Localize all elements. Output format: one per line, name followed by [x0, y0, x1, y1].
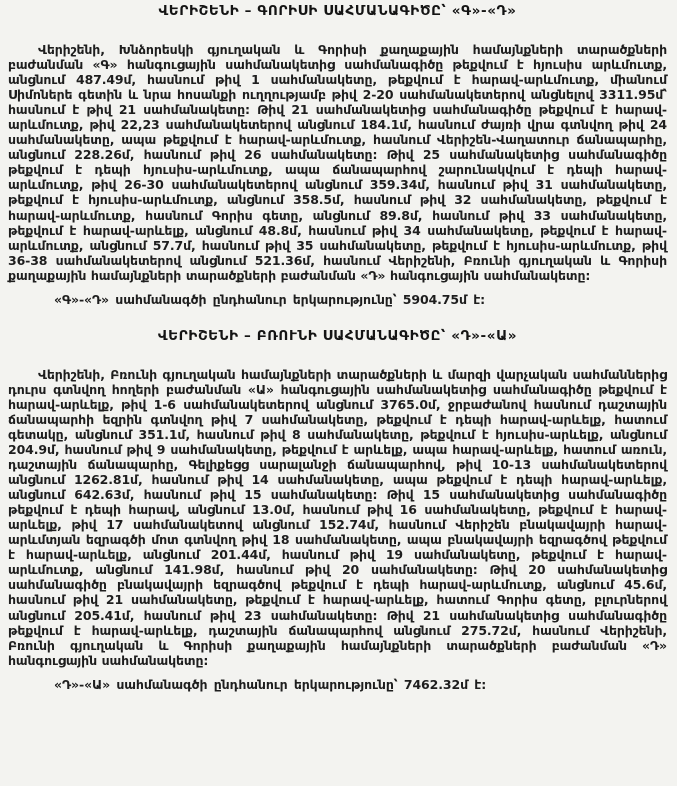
section2-title: ՎԵՐԻՇԵՆԻ – ԲՌՈՒՆԻ ՍԱՀՄԱՆԱԳԻԾԸ՝ «Դ»-«Ա» — [157, 327, 518, 344]
section1-title: ՎԵՐԻՇԵՆԻ – ԳՈՐԻՍԻ ՍԱՀՄԱՆԱԳԻԾԸ՝ «Գ»-«Դ» — [158, 3, 517, 19]
section2-summary: «Դ»-«Ա» սահմանագծի ընդհանուր երկարությունը՝ 7462.32մ է: — [54, 676, 487, 692]
section2-body: Վերիշենի, Բռունի գյուղական համայնքների տարածքների և մարզի վարչական սահմաններից դուրս գտնվող հողերի բաժանման «Ա» հանգուցային սահմանակետից սահմանագիծը թեքվում է հարավ-արևելք, թիվ 1-6 սահմանակետերով անցնում 3765.0մ, ջրբաժանով հասնում դաշտային ճանապարհի եզրին գտնվող թիվ 7 սահմանակետը, թեքվում է դեպի հարավ-արևելք, հատում գետակը, անցնում 351.1մ, հասնում թիվ 8 սահմանակետը, թեքվում է հյուսիս-արևելք, անցնում 204.9մ, հասնում թիվ 9 սահմանակետը, թեքվում է արևելք, ապա հարավ-արևելք, հատում առուն, դաշտային ճանապարհը, Գելիքեցց սարալանջի ճանապարհով, թիվ 10-13 սահմանակետերով անցնում 1262.81մ, հասնում թիվ 14 սահմանակետը, ապա թեքվում է դեպի հարավ-արևելք, անցնում 642.63մ, հասնում թիվ 15 սահմանակետը: Թիվ 15 սահմանակետից սահմանագիծը թեքվում է դեպի հարավ, անցնում 13.0մ, հասնում թիվ 16 սահմանակետը, թեքվում է հարավ-արևելք, թիվ 17 սահմանակետով անցնում 152.74մ, հասնում Վերիշեն բնակավայրի հարավ-արևմտյան եզրագծի մոտ գտնվող թիվ 18 սահմանակետը, ապա բնակավայրի եզրագծով թեքվում է հարավ-արևելք, անցնում 201.44մ, հասնում թիվ 19 սահմանակետը, թեքվում է հարավ-արևմուտք, անցնում 141.98մ, հասնում թիվ 20 սահմանակետը: Թիվ 20 սահմանակետից սահմանագիծը բնակավայրի եզրագծով թեքվում է դեպի հարավ-արևմուտք, անցնում 45.6մ, հասնում թիվ 21 սահմանակետը, թեքվում է հարավ-արևելք, հատում Գորիս գետը, բլուրներով անցնում 205.41մ, հասնում թիվ 23 սահմանակետը: Թիվ 21 սահմանակետից սահմանագիծը թեքվում է հարավ-արևելք, դաշտային ճանապարհով անցնում 275.72մ, հասնում Վերիշենի, Բռունի գյուղական և Գորիսի քաղաքային համայնքների տարածքների բաժանման «Դ» հանգուցային սահմանակետը: — [8, 366, 667, 668]
section1-body: Վերիշենի, Խնձորեսկի գյուղական և Գորիսի քաղաքային համայնքների տարածքների բաժանման «Գ» հանգուցային սահմանակետից սահմանագիծը թեքվում է հյուսիս արևմուտք, անցնում 487.49մ, հասնում թիվ 1 սահմանակետը, թեքվում է հարավ-արևմուտք, միանում Սիմոներե գետին և նրա հոսանքի ուղղությամբ թիվ 2-20 սահմանակետերով անցնելով 3311.95մ՝ հասնում է թիվ 21 սահմանակետը: Թիվ 21 սահմանակետից սահմանագիծը թեքվում է հարավ-արևմուտք, թիվ 22,23 սահմանակետերով անցնում 184.1մ, հասնում ժայռի վրա գտնվող թիվ 24 սահմանակետը, ապա թեքվում է հարավ-արևմուտք, հասնում Վերիշեն-Վաղատուր ճանապարհը, անցնում 228.26մ, հասնում թիվ 26 սահմանակետը: Թիվ 25 սահմանակետից սահմանագիծը թեքվում է դեպի հյուսիս-արևմուտք, ապա ճանապարհով շարունակվում է դեպի հարավ-արևմուտք, թիվ 26-30 սահմանակետերով անցնում 359.34մ, հասնում թիվ 31 սահմանակետը, թեքվում է հյուսիս-արևմուտք, անցնում 358.5մ, հասնում թիվ 32 սահմանակետը, թեքվում է հարավ-արևմուտք, հասնում Գորիս գետը, անցնում 89.8մ, հասնում թիվ 33 սահմանակետը, թեքվում է հարավ-արևելք, անցնում 48.8մ, հասնում թիվ 34 սահմանակետը, թեքվում է հարավ-արևմուտք, անցնում 57.7մ, հասնում թիվ 35 սահմանակետը, թեքվում է հյուսիս-արևմուտք, թիվ 36-38 սահմանակետերով անցնում 521.36մ, հասնում Վերիշենի, Բռունի գյուղական և Գորիսի քաղաքային համայնքների տարածքների բաժանման «Դ» հանգուցային սահմանակետը: — [8, 42, 667, 283]
section1-summary: «Գ»-«Դ» սահմանագծի ընդհանուր երկարությունը՝ 5904.75մ է: — [54, 291, 486, 307]
